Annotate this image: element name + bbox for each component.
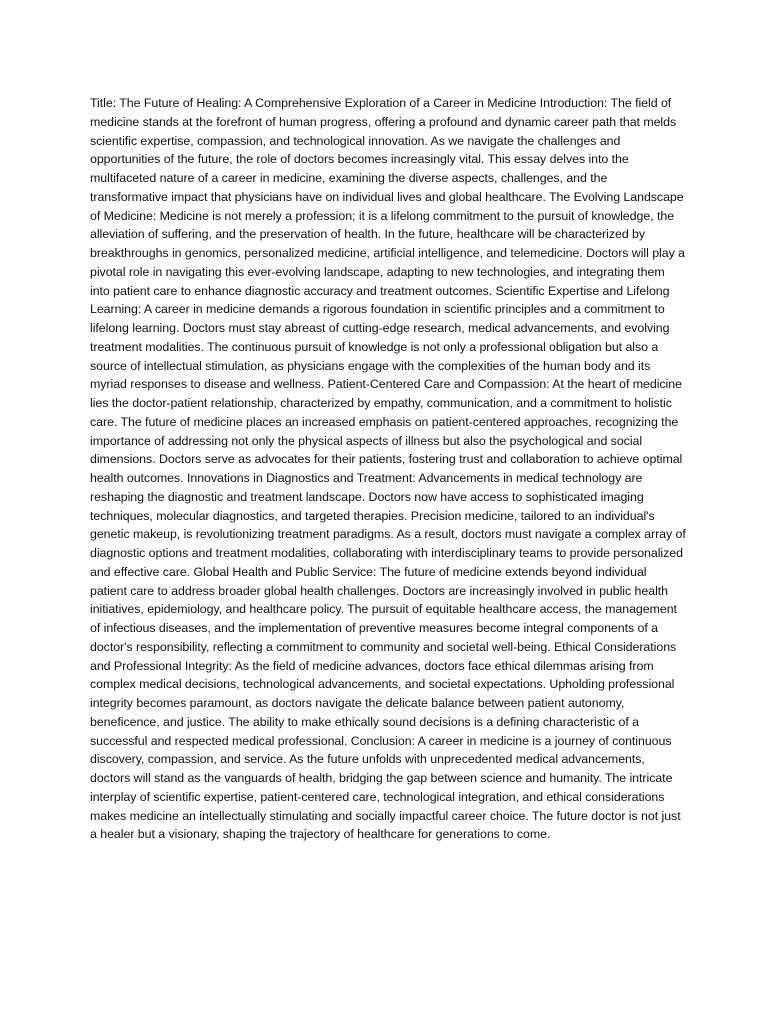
essay-body-text: Title: The Future of Healing: A Comprehensive Exploration of a Career in Medicine Introduction: The field of medicine stands at the forefront of human progress, offering a profound and dynamic career path that melds scientific expertise, compassion, and technological innovation. As we navigate the challenges and opportunities of the future, the role of doctors becomes increasingly vital. This essay delves into the multifaceted nature of a career in medicine, examining the diverse aspects, challenges, and the transformative impact that physicians have on individual lives and global healthcare. The Evolving Landscape of Medicine: Medicine is not merely a profession; it is a lifelong commitment to the pursuit of knowledge, the alleviation of suffering, and the preservation of health. In the future, healthcare will be characterized by breakthroughs in genomics, personalized medicine, artificial intelligence, and telemedicine. Doctors will play a pivotal role in navigating this ever-evolving landscape, adapting to new technologies, and integrating them into patient care to enhance diagnostic accuracy and treatment outcomes. Scientific Expertise and Lifelong Learning: A career in medicine demands a rigorous foundation in scientific principles and a commitment to lifelong learning. Doctors must stay abreast of cutting-edge research, medical advancements, and evolving treatment modalities. The continuous pursuit of knowledge is not only a professional obligation but also a source of intellectual stimulation, as physicians engage with the complexities of the human body and its myriad responses to disease and wellness. Patient-Centered Care and Compassion: At the heart of medicine lies the doctor-patient relationship, characterized by empathy, communication, and a commitment to holistic care. The future of medicine places an increased emphasis on patient-centered approaches, recognizing the importance of addressing not only the physical aspects of illness but also the psychological and social dimensions. Doctors serve as advocates for their patients, fostering trust and collaboration to achieve optimal health outcomes. Innovations in Diagnostics and Treatment: Advancements in medical technology are reshaping the diagnostic and treatment landscape. Doctors now have access to sophisticated imaging techniques, molecular diagnostics, and targeted therapies. Precision medicine, tailored to an individual's genetic makeup, is revolutionizing treatment paradigms. As a result, doctors must navigate a complex array of diagnostic options and treatment modalities, collaborating with interdisciplinary teams to provide personalized and effective care. Global Health and Public Service: The future of medicine extends beyond individual patient care to address broader global health challenges. Doctors are increasingly involved in public health initiatives, epidemiology, and healthcare policy. The pursuit of equitable healthcare access, the management of infectious diseases, and the implementation of preventive measures become integral components of a doctor's responsibility, reflecting a commitment to community and societal well-being. Ethical Considerations and Professional Integrity: As the field of medicine advances, doctors face ethical dilemmas arising from complex medical decisions, technological advancements, and societal expectations. Upholding professional integrity becomes paramount, as doctors navigate the delicate balance between patient autonomy, beneficence, and justice. The ability to make ethically sound decisions is a defining characteristic of a successful and respected medical professional. Conclusion: A career in medicine is a journey of continuous discovery, compassion, and service. As the future unfolds with unprecedented medical advancements, doctors will stand as the vanguards of health, bridging the gap between science and humanity. The intricate interplay of scientific expertise, patient-centered care, technological integration, and ethical considerations makes medicine an intellectually stimulating and socially impactful career choice. The future doctor is not just a healer but a visionary, shaping the trajectory of healthcare for generations to come. [90, 96, 686, 842]
